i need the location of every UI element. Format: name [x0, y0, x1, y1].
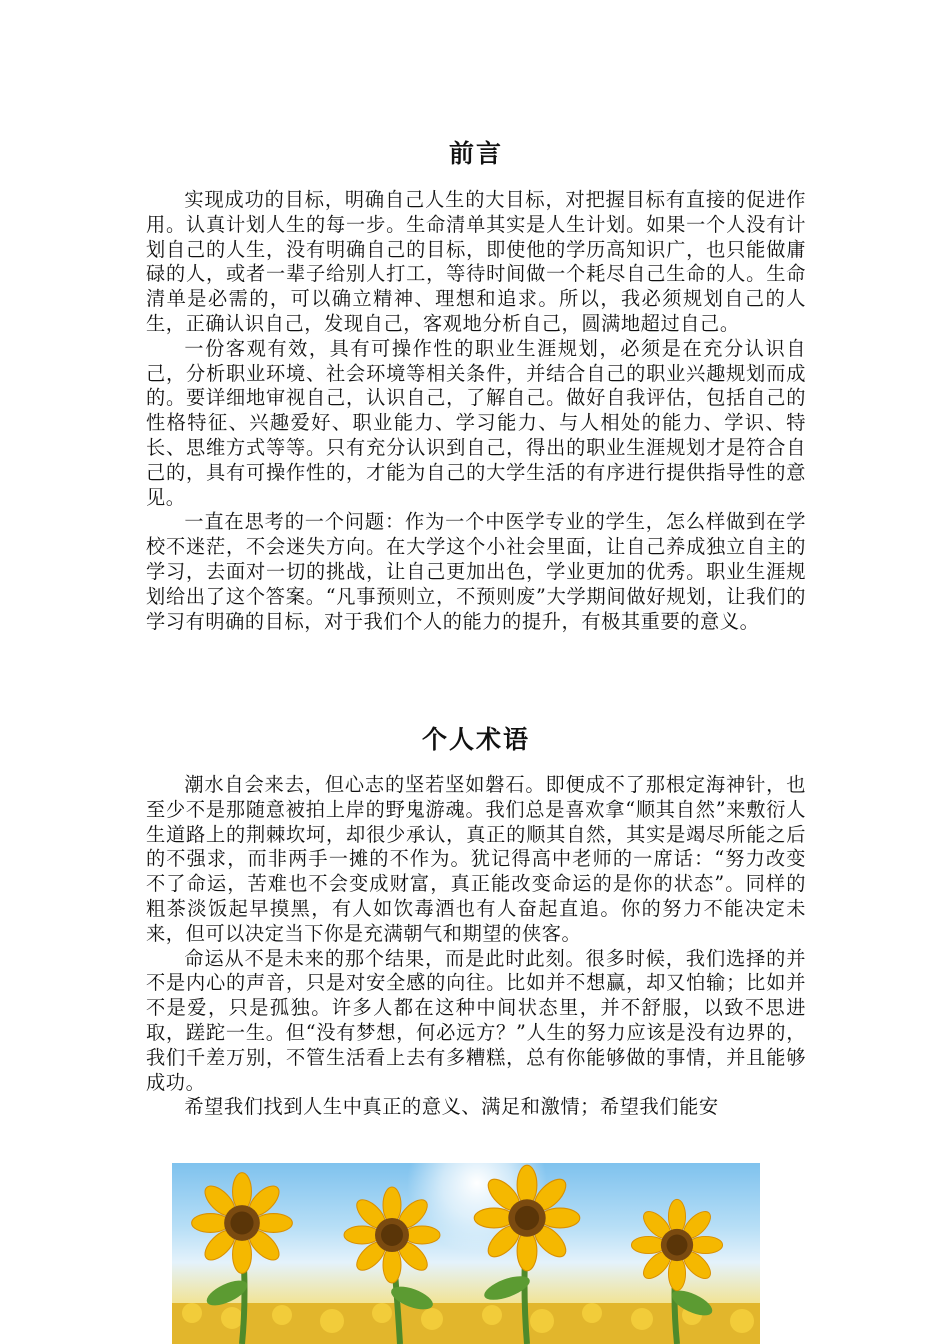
section-title-preface: 前言: [448, 139, 503, 168]
sunflower-field-photo: [172, 1163, 760, 1344]
personal-body: [146, 773, 806, 1120]
preface-paragraph-3: 一直在思考的一个问题：作为一个中医学专业的学生，怎么样做到在学校不迷茫，不会迷失方向。在大学这个小社会里面，让自己养成独立自主的学习，去面对一切的挑战，让自己更加出色，学业更加的优秀。职业生涯规划给出了这个答案。“凡事预则立，不预则废”大学期间做好规划，让我们的学习有明确的目标，对于我们个人的能力的提升，有极其重要的意义。: [146, 510, 806, 633]
preface-body: [146, 188, 806, 634]
personal-paragraph-2: 命运从不是未来的那个结果，而是此时此刻。很多时候，我们选择的并不是内心的声音，只是对安全感的向往。比如并不想赢，却又怕输；比如并不是爱，只是孤独。许多人都在这种中间状态里，并不舒服，以致不思进取，蹉跎一生。但“没有梦想，何必远方？”人生的努力应该是没有边界的，我们千差万别，不管生活看上去有多糟糕，总有你能够做的事情，并且能够成功。: [146, 946, 806, 1094]
personal-paragraph-3: 希望我们找到人生中真正的意义、满足和激情；希望我们能安: [184, 1095, 719, 1119]
personal-paragraph-1: 潮水自会来去，但心志的坚若坚如磐石。即便成不了那根定海神针，也至少不是那随意被拍上岸的野鬼游魂。我们总是喜欢拿“顺其自然”来敷衍人生道路上的荆棘坎坷，却很少承认，真正的顺其自然，其实是竭尽所能之后的不强求，而非两手一摊的不作为。犹记得高中老师的一席话：“努力改变不了命运，苦难也不会变成财富，真正能改变命运的是你的状态”。同样的粗茶淡饭起早摸黑，有人如饮毒酒也有人奋起直追。你的努力不能决定未来，但可以决定当下你是充满朝气和期望的侠客。: [146, 773, 806, 945]
preface-paragraph-1: 实现成功的目标，明确自己人生的大目标，对把握目标有直接的促进作用。认真计划人生的每一步。生命清单其实是人生计划。如果一个人没有计划自己的人生，没有明确自己的目标，即使他的学历高知识广，也只能做庸碌的人，或者一辈子给别人打工，等待时间做一个耗尽自己生命的人。生命清单是必需的，可以确立精神、理想和追求。所以，我必须规划自己的人生，正确认识自己，发现自己，客观地分析自己，圆满地超过自己。: [146, 188, 806, 335]
section-title-personal: 个人术语: [421, 725, 530, 754]
preface-paragraph-2: 一份客观有效，具有可操作性的职业生涯规划，必须是在充分认识自己，分析职业环境、社会环境等相关条件，并结合自己的职业兴趣规划而成的。要详细地审视自己，认识自己，了解自己。做好自我评估，包括自己的性格特征、兴趣爱好、职业能力、学习能力、与人相处的能力、学识、特长、思维方式等等。只有充分认识到自己，得出的职业生涯规划才是符合自己的，具有可操作性的，才能为自己的大学生活的有序进行提供指导性的意见。: [146, 336, 806, 509]
